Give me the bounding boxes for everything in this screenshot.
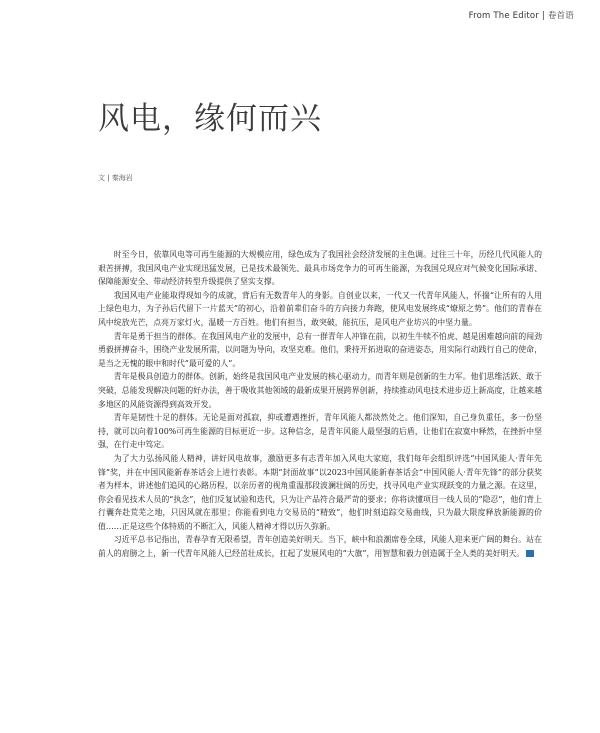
paragraph-7-text: 习近平总书记指出，青春孕育无限希望，青年创造美好明天。当下，峡中和浪潮席卷全球，风能人迎来更广阔的舞台。站在前人的肩膀之上，新一代青年风能人已经茁壮成长，扛起了发展风电的“大旗”，用智慧和毅力创造属于全人类的美好明天。 bbox=[98, 535, 542, 559]
paragraph-5: 青年是韧性十足的群体。无论是面对孤寂，抑或遭遇挫折，青年风能人都淡然处之。他们深知，自己身负重任，多一份坚持，就可以向着100%可再生能源的目标更近一步。这种信念，是青年风能人最坚强的后盾，让他们在寂寞中释然，在挫折中坚强，在行走中笃定。 bbox=[98, 413, 542, 450]
paragraph-1: 时至今日，依靠风电等可再生能源的大规模应用，绿色成为了我国社会经济发展的主色调。过往三十年，历经几代风能人的艰苦拼搏，我国风电产业实现迅猛发展，已是技术最领先、最具市场竞争力的可再生能源，为我国兑现应对气候变化国际承诺、保障能源安全、带动经济转型升级提供了坚实支撑。 bbox=[98, 250, 542, 287]
paragraph-4: 青年是极具创造力的群体。创新，始终是我国风电产业发展的核心驱动力，而青年则是创新的生力军。他们思维活跃、敢于突破，总能发现解决问题的好办法，善于吸收其他领域的最新成果开展跨界创新，持续推动风电技术进步迈上新高度，让越来越多地区的风能资源得到高效开发。 bbox=[98, 372, 542, 409]
section-header: From The Editor | 卷首语 bbox=[468, 11, 574, 21]
paragraph-2: 我国风电产业能取得现如今的成就，背后有无数青年人的身影。自创业以来，一代又一代青年风能人，怀揣“让所有的人用上绿色电力，为子孙后代留下一片蓝天”的初心，沿着前辈们奋斗的方向接力奔跑，使风电发展终成“燎原之势”。他们的青春在风中绽放光芒，点亮万家灯火，温暖一方百姓。他们有担当，敢突破，能抗压，是风电产业坊兴的中坚力量。 bbox=[98, 290, 542, 327]
paragraph-7 bbox=[98, 533, 542, 560]
paragraph-6: 为了大力弘扬风能人精神，讲好风电故事，激励更多有志青年加入风电大家庭，我们每年会组织评选“中国风能人·青年先锋”奖，并在中国风能新春茶话会上进行表彰。本期“封面故事”以2023中国风能新春茶话会“中国风能人·青年先锋”的部分获奖者为样本，讲述他们追风的心路历程，以亲历者的视角重温那段波澜壮阔的历史，找寻风电产业实现跃变的力量之源。在这里，你会看见技术人员的“执念”，他们反复试验和迭代，只为让产品符合最严苛的要求；你将读懂项目一线人员的“隐忍”，他们背上行囊奔赴荒芜之地，只因风就在那里；你能看到电力交易员的“精致”，他们时刻追踪交易曲线，只为最大限度释放新能源的价值……正是这些个体特质的不断汇入，风能人精神才得以历久弥新。 bbox=[98, 453, 542, 531]
article-body bbox=[98, 248, 542, 561]
article-title: 风电，缘何而兴 bbox=[98, 101, 322, 137]
end-of-article-mark-icon bbox=[526, 550, 534, 557]
author-byline: 文 | 秦海岩 bbox=[98, 174, 133, 182]
paragraph-3: 青年是勇于担当的群体。在我国风电产业的发展中，总有一群青年人冲锋在前，以初生牛犊不怕虎、越是困难越向前的闯劲勇毅拼搏奋斗，围绕产业发展所需，以问题为导向，攻坚克难。他们，秉持开拓进取的奋进姿态，用实际行动践行自己的使命，是当之无愧的眼中和时代“最可爱的人”。 bbox=[98, 331, 542, 368]
